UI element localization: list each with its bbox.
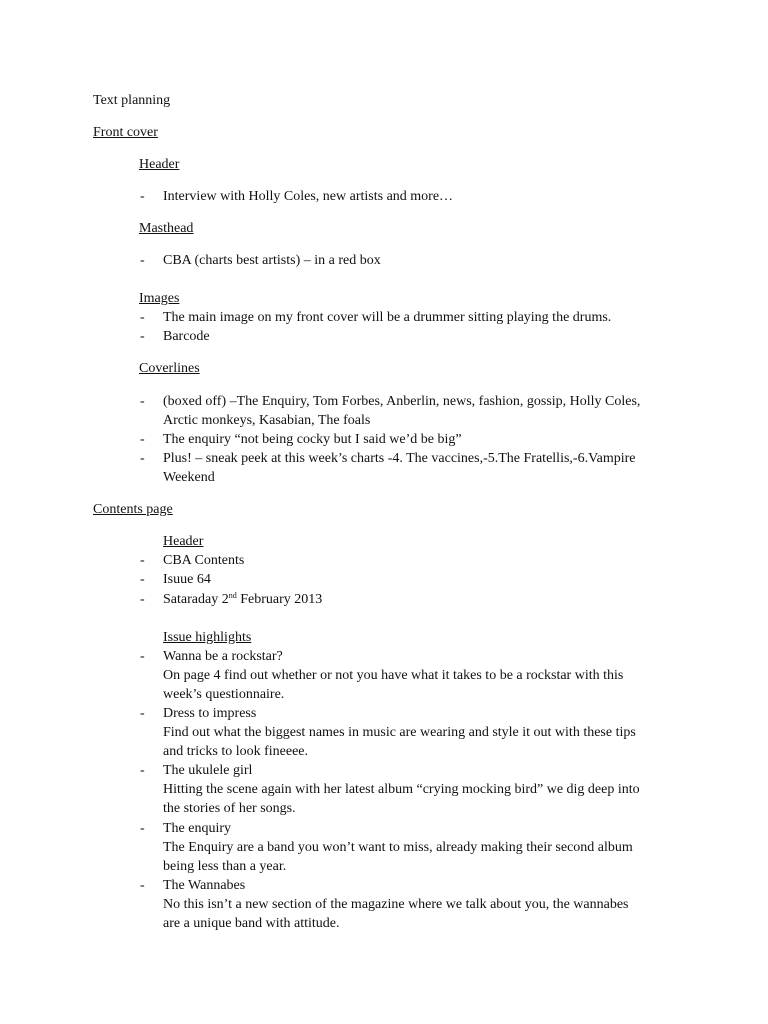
issue-highlights-heading: Issue highlights bbox=[163, 630, 252, 645]
highlight-text: being less than a year. bbox=[163, 859, 287, 874]
front-cover-heading: Front cover bbox=[93, 125, 158, 140]
bullet: - bbox=[140, 763, 145, 778]
bullet: - bbox=[140, 706, 145, 721]
coverlines-heading: Coverlines bbox=[139, 361, 200, 376]
images-item: The main image on my front cover will be a drummer sitting playing the drums. bbox=[163, 310, 612, 325]
images-item: Barcode bbox=[163, 329, 210, 344]
issue-date bbox=[163, 591, 322, 609]
highlight-title: Dress to impress bbox=[163, 706, 257, 721]
document-title: Text planning bbox=[93, 93, 171, 108]
issue-date-suffix: nd bbox=[228, 591, 237, 600]
highlight-text: The Enquiry are a band you won’t want to miss, already making their second album bbox=[163, 840, 633, 855]
contents-header-heading: Header bbox=[163, 534, 204, 549]
contents-header-item: CBA Contents bbox=[163, 553, 245, 568]
masthead-heading: Masthead bbox=[139, 221, 194, 236]
bullet: - bbox=[140, 329, 145, 344]
coverline-text: The enquiry “not being cocky but I said we’d be big” bbox=[163, 432, 462, 447]
bullet: - bbox=[140, 592, 145, 607]
coverline-text: Weekend bbox=[163, 470, 215, 485]
bullet: - bbox=[140, 451, 145, 466]
highlight-text: the stories of her songs. bbox=[163, 801, 296, 816]
issue-date-rest: February 2013 bbox=[236, 592, 323, 607]
coverline-text: (boxed off) –The Enquiry, Tom Forbes, Anberlin, news, fashion, gossip, Holly Coles, bbox=[163, 394, 641, 409]
front-cover-header-heading: Header bbox=[139, 157, 180, 172]
highlight-title: Wanna be a rockstar? bbox=[163, 649, 283, 664]
contents-page-heading: Contents page bbox=[93, 502, 173, 517]
bullet: - bbox=[140, 821, 145, 836]
bullet: - bbox=[140, 432, 145, 447]
masthead-item: CBA (charts best artists) – in a red box bbox=[163, 253, 381, 268]
bullet: - bbox=[140, 189, 145, 204]
contents-header-item: Isuue 64 bbox=[163, 572, 211, 587]
bullet: - bbox=[140, 878, 145, 893]
highlight-text: On page 4 find out whether or not you have what it takes to be a rockstar with this bbox=[163, 668, 624, 683]
front-header-item: Interview with Holly Coles, new artists and more… bbox=[163, 189, 454, 204]
highlight-title: The enquiry bbox=[163, 821, 232, 836]
bullet: - bbox=[140, 310, 145, 325]
highlight-text: No this isn’t a new section of the magazine where we talk about you, the wannabes bbox=[163, 897, 629, 912]
bullet: - bbox=[140, 649, 145, 664]
highlight-title: The Wannabes bbox=[163, 878, 246, 893]
highlight-title: The ukulele girl bbox=[163, 763, 253, 778]
coverline-text: Arctic monkeys, Kasabian, The foals bbox=[163, 413, 371, 428]
highlight-text: Find out what the biggest names in music are wearing and style it out with these tips bbox=[163, 725, 636, 740]
bullet: - bbox=[140, 394, 145, 409]
highlight-text: Hitting the scene again with her latest album “crying mocking bird” we dig deep into bbox=[163, 782, 640, 797]
highlight-text: and tricks to look fineeee. bbox=[163, 744, 309, 759]
highlight-text: week’s questionnaire. bbox=[163, 687, 285, 702]
coverline-text: Plus! – sneak peek at this week’s charts -4. The vaccines,-5.The Fratellis,-6.Vampire bbox=[163, 451, 636, 466]
bullet: - bbox=[140, 572, 145, 587]
issue-date-prefix: Sataraday 2 bbox=[163, 592, 229, 607]
images-heading: Images bbox=[139, 291, 180, 306]
bullet: - bbox=[140, 553, 145, 568]
bullet: - bbox=[140, 253, 145, 268]
highlight-text: are a unique band with attitude. bbox=[163, 916, 340, 931]
